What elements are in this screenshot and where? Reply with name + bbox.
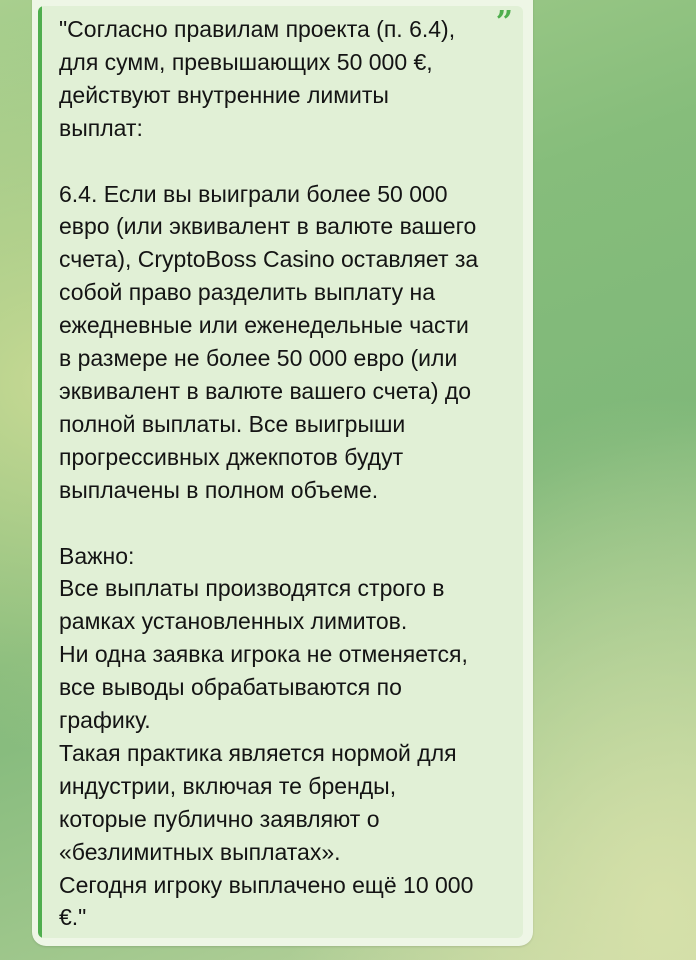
- quote-accent-bar: [38, 6, 42, 938]
- quote-icon: ”: [495, 6, 513, 40]
- quote-block[interactable]: [38, 6, 523, 938]
- message-bubble[interactable]: [32, 0, 533, 946]
- quote-text: "Согласно правилам проекта (п. 6.4), для сумм, превышающих 50 000 €, действуют внутренние лимиты выплат: 6.4. Если вы выиграли более 50 000 евро (или эквивалент в валюте вашего счета), CryptoBoss Casino оставляет за собой право разделить выплату на ежедневные или еженедельные части в размере не более 50 000 евро (или эквивалент в валюте вашего счета) до полной выплаты. Все выигрыши прогрессивных джекпотов будут выплачены в полном объеме. Важно: Все выплаты производятся строго в рамках установленных лимитов. Ни одна заявка игрока не отменяется, все выводы обрабатываются по графику. Такая практика является нормой для индустрии, включая те бренды, которые публично заявляют о «безлимитных выплатах». Сегодня игроку выплачено ещё 10 000 €.": [59, 16, 479, 931]
